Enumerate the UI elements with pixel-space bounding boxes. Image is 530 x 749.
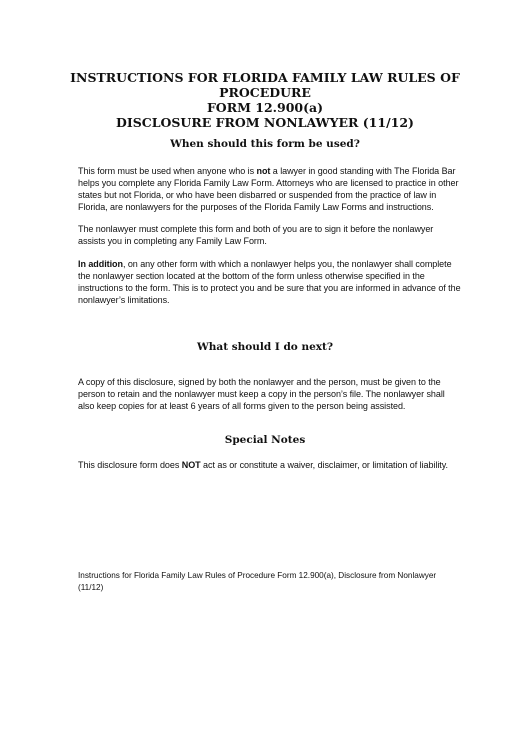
title-line-3: DISCLOSURE FROM NONLAWYER (11/12) <box>116 115 414 130</box>
paragraph-next-1: A copy of this disclosure, signed by both the nonlawyer and the person, must be given to the person to retain and the nonlawyer must keep a copy in the person’s file. The nonlawyer shall also keep copies for at least 6 years of all forms given to the person being assisted. <box>78 377 445 411</box>
paragraph-when-2: The nonlawyer must complete this form and both of you are to sign it before the nonlawyer assists you in completing any Family Law Form. <box>78 224 434 246</box>
paragraph-text: This disclosure form does <box>78 460 182 470</box>
emphasis-text: In addition <box>78 259 123 269</box>
section-heading-special-notes: Special Notes <box>224 434 306 446</box>
paragraph-text: a lawyer in good standing with The Florida Bar helps you complete any Florida Family Law Form. Attorneys who are licensed to practice in other states but not Florida, or who have been disbarred or suspended from the practice of law in Florida, are nonlawyers for the purposes of the Florida Family Law Forms and instructions. <box>78 166 459 212</box>
section-heading-next: What should I do next? <box>196 341 334 353</box>
document-title <box>40 70 490 130</box>
paragraph-text: , on any other form with which a nonlawyer helps you, the nonlawyer shall complete the nonlawyer section located at the bottom of the form unless otherwise specified in the instructions to the form. This is to protect you and be sure that you are informed in advance of the nonlawyer’s limitations. <box>78 259 461 305</box>
page-footer: Instructions for Florida Family Law Rules of Procedure Form 12.900(a), Disclosure from Nonlawyer (11/12) <box>78 571 437 592</box>
paragraph-special-notes-1 <box>78 460 462 472</box>
title-line-1: INSTRUCTIONS FOR FLORIDA FAMILY LAW RULES OF PROCEDURE <box>70 70 460 100</box>
paragraph-text: act as or constitute a waiver, disclaimer, or limitation of liability. <box>200 460 448 470</box>
title-line-2: FORM 12.900(a) <box>206 100 324 115</box>
section-heading-when: When should this form be used? <box>170 138 360 150</box>
emphasis-text: NOT <box>181 460 201 470</box>
paragraph-text: This form must be used when anyone who is <box>78 166 257 176</box>
paragraph-when-3 <box>78 259 462 307</box>
emphasis-text: not <box>256 166 271 176</box>
paragraph-when-1 <box>78 166 462 214</box>
